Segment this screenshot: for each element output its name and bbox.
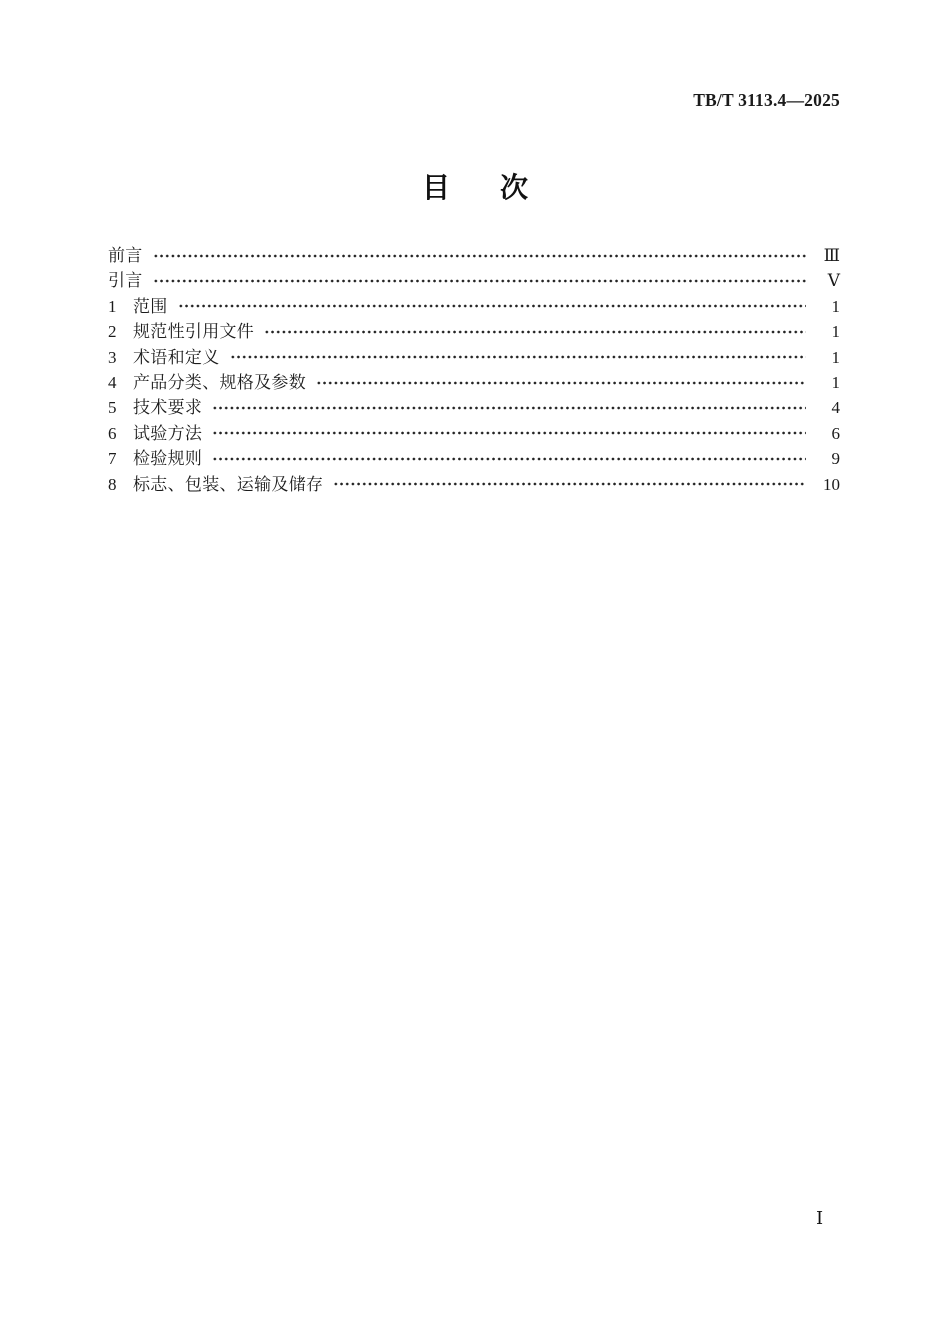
dot-leader (212, 405, 806, 411)
toc-entry-terms-definitions (108, 345, 840, 370)
toc-entry-page: 10 (823, 474, 840, 494)
toc-entry-number: 5 (108, 398, 117, 418)
toc-entry-number: 3 (108, 347, 117, 367)
toc-entry-page: 1 (831, 347, 840, 367)
toc-entry-page: 1 (831, 322, 840, 342)
toc-entry-number: 2 (108, 322, 117, 342)
toc-entry-page: 1 (831, 372, 840, 392)
toc-entry-label: 术语和定义 (133, 347, 220, 367)
toc-entry-label: 检验规则 (133, 449, 203, 469)
dot-leader (178, 303, 806, 309)
toc-entry-number: 1 (108, 296, 117, 316)
standard-number: TB/T 3113.4—2025 (693, 90, 840, 110)
toc-entry-scope (108, 294, 840, 319)
toc-entry-classification-parameters (108, 370, 840, 395)
toc-entry-marking-packaging-transport-storage (108, 472, 840, 497)
toc-entry-test-methods (108, 421, 840, 446)
toc-list (108, 243, 840, 497)
toc-entry-number: 7 (108, 449, 117, 469)
dot-leader (212, 430, 806, 436)
toc-entry-technical-requirements (108, 395, 840, 420)
dot-leader (230, 354, 807, 360)
toc-entry-page: 9 (831, 449, 840, 469)
toc-entry-label: 规范性引用文件 (133, 322, 255, 342)
dot-leader (212, 456, 806, 462)
toc-entry-inspection-rules (108, 446, 840, 471)
toc-entry-label: 试验方法 (133, 423, 203, 443)
toc-entry-label: 技术要求 (133, 398, 203, 418)
toc-entry-label: 产品分类、规格及参数 (133, 372, 306, 392)
toc-entry-foreword (108, 243, 840, 268)
page-title (0, 166, 950, 206)
toc-entry-page: Ⅲ (823, 246, 840, 265)
dot-leader (153, 278, 806, 284)
toc-entry-label: 标志、包装、运输及储存 (133, 474, 324, 494)
toc-entry-introduction (108, 268, 840, 293)
dot-leader (264, 329, 806, 335)
page-number-footer: Ⅰ (816, 1208, 824, 1228)
toc-entry-label: 前言 (108, 246, 143, 265)
toc-entry-number: 8 (108, 474, 117, 494)
toc-entry-number: 4 (108, 372, 117, 392)
dot-leader (333, 481, 806, 487)
toc-entry-page: 6 (831, 423, 840, 443)
toc-entry-page: 1 (831, 296, 840, 316)
page-title-char-left: 目 (421, 172, 450, 203)
toc-entry-label: 范围 (133, 296, 168, 316)
toc-entry-label: 引言 (108, 271, 143, 291)
dot-leader (153, 253, 806, 259)
toc-entry-page: 4 (831, 398, 840, 418)
toc-entry-page: Ⅴ (827, 271, 840, 291)
dot-leader (316, 380, 806, 386)
toc-entry-normative-references (108, 319, 840, 344)
toc-entry-number: 6 (108, 423, 117, 443)
page-title-char-right: 次 (500, 172, 529, 203)
